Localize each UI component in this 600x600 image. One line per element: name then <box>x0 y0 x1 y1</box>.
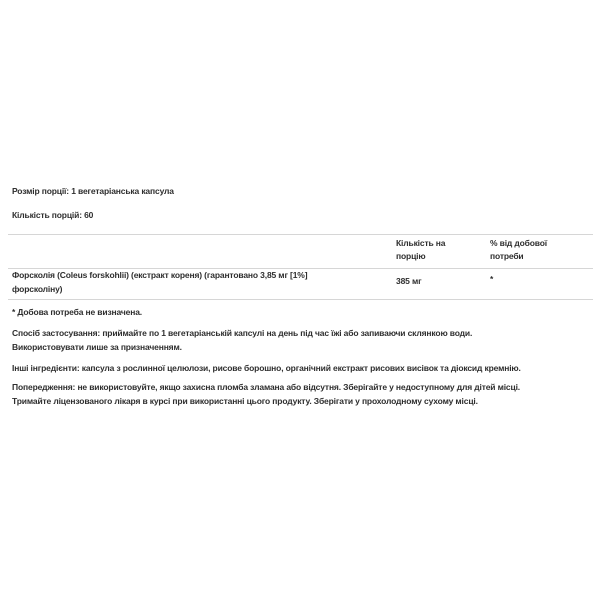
column-header-daily-value-line1: % від добової <box>490 238 548 248</box>
servings-per-container-text: Кількість порцій: 60 <box>12 210 94 220</box>
other-ingredients-paragraph: Інші інгредієнти: капсула з рослинної целюлози, рисове борошно, органічний екстракт рисових висівок та діоксид кремнію. <box>12 363 521 373</box>
serving-size-text: Розмір порції: 1 вегетаріанська капсула <box>12 186 174 196</box>
directions-paragraph <box>12 327 472 354</box>
ingredient-name-line2: форсколіну) <box>12 284 63 294</box>
warnings-line1: Попередження: не використовуйте, якщо захисна пломба зламана або відсутня. Зберігайте у недоступному для дітей місці. <box>12 382 521 392</box>
column-header-amount <box>396 237 445 262</box>
column-header-amount-line2: порцію <box>396 250 426 261</box>
daily-value-footnote: * Добова потреба не визначена. <box>12 307 143 317</box>
column-header-daily-value <box>490 237 547 262</box>
warnings-line2: Тримайте ліцензованого лікаря в курсі при використанні цього продукту. Зберігати у прохолодному сухому місці. <box>12 395 478 406</box>
directions-line2: Використовувати лише за призначенням. <box>12 341 182 352</box>
table-row-ingredient-name <box>12 268 307 296</box>
table-top-divider <box>8 234 593 235</box>
directions-line1: Спосіб застосування: приймайте по 1 вегетаріанській капсулі на день під час їжі або запиваючи склянкою води. <box>12 328 473 338</box>
table-row-daily-value: * <box>490 274 494 284</box>
table-row-amount-value: 385 мг <box>396 276 422 286</box>
column-header-amount-line1: Кількість на <box>396 238 446 248</box>
table-bottom-divider <box>8 299 593 300</box>
column-header-daily-value-line2: потреби <box>490 250 524 261</box>
warnings-paragraph <box>12 381 520 408</box>
ingredient-name-line1: Форсколія (Coleus forskohlii) (екстракт кореня) (гарантовано 3,85 мг [1%] <box>12 270 308 280</box>
